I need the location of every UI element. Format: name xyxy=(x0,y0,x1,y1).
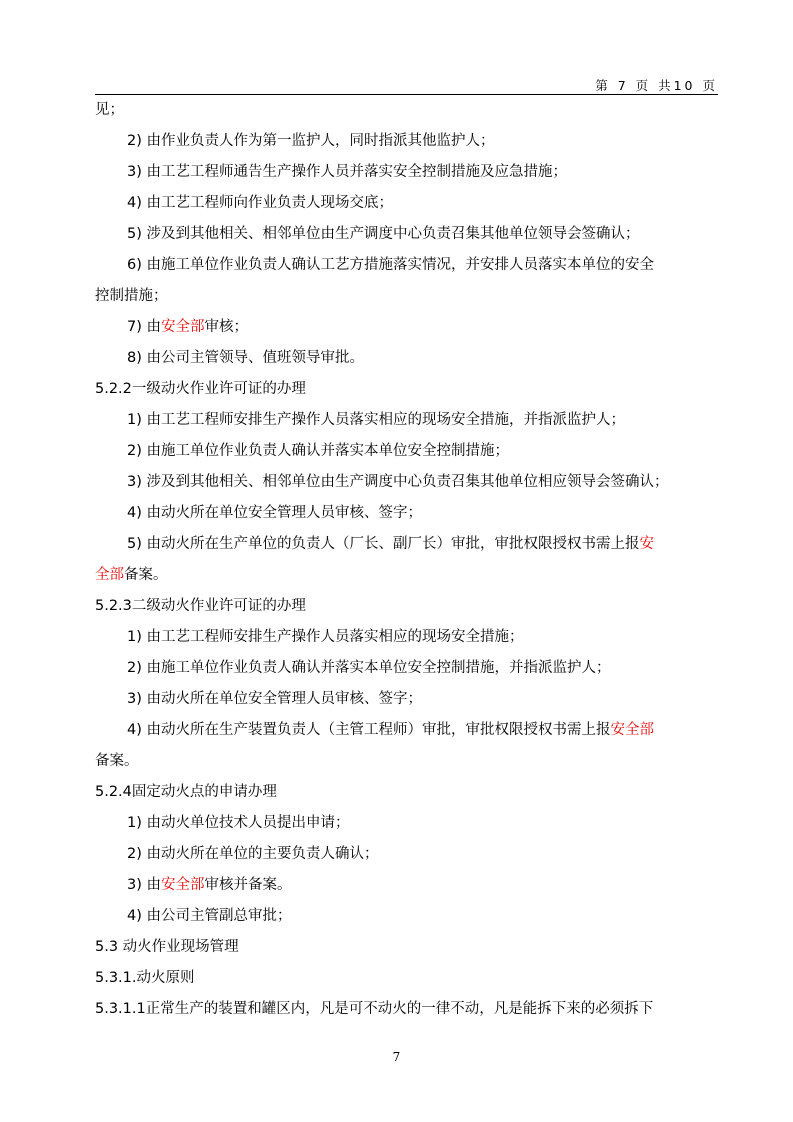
list-item: 4) 由工艺工程师向作业负责人现场交底； xyxy=(127,195,393,211)
list-item: 4) 由公司主管副总审批； xyxy=(127,908,292,924)
section-heading: 5.3.1.动火原则 xyxy=(95,970,195,986)
list-item: 4) 由动火所在生产装置负责人（主管工程师）审批，审批权限授权书需上报安全部 xyxy=(127,722,654,738)
list-item: 3) 涉及到其他相关、相邻单位由生产调度中心负责召集其他单位相应领导会签确认； xyxy=(127,474,669,490)
list-item: 5) 由动火所在生产单位的负责人（厂长、副厂长）审批，审批权限授权书需上报安 xyxy=(127,536,654,552)
list-item: 2) 由作业负责人作为第一监护人，同时指派其他监护人； xyxy=(127,133,495,149)
highlight-safety-dept: 安 xyxy=(639,536,654,552)
highlight-safety-dept: 安全部 xyxy=(161,877,205,893)
list-item: 2) 由施工单位作业负责人确认并落实本单位安全控制措施； xyxy=(127,443,509,459)
highlight-safety-dept: 安全部 xyxy=(610,722,654,738)
list-item-continuation: 全部备案。 xyxy=(95,567,168,583)
list-item: 2) 由动火所在单位的主要负责人确认； xyxy=(127,846,379,862)
list-item: 1) 由工艺工程师安排生产操作人员落实相应的现场安全措施，并指派监护人； xyxy=(127,412,625,428)
list-item: 8) 由公司主管领导、值班领导审批。 xyxy=(127,350,364,366)
section-heading: 5.2.3二级动火作业许可证的办理 xyxy=(95,598,306,614)
paragraph-line: 5.3.1.1正常生产的装置和罐区内，凡是可不动火的一律不动，凡是能拆下来的必须拆下 xyxy=(95,1001,654,1017)
list-item: 5) 涉及到其他相关、相邻单位由生产调度中心负责召集其他单位领导会签确认； xyxy=(127,226,640,242)
list-item: 2) 由施工单位作业负责人确认并落实本单位安全控制措施，并指派监护人； xyxy=(127,660,611,676)
list-item: 7) 由安全部审核； xyxy=(127,319,248,335)
section-heading: 5.3 动火作业现场管理 xyxy=(95,939,239,955)
list-item: 4) 由动火所在单位安全管理人员审核、签字； xyxy=(127,505,422,521)
highlight-safety-dept: 安全部 xyxy=(161,319,205,335)
list-item-continuation: 备案。 xyxy=(95,753,139,769)
list-item: 3) 由工艺工程师通告生产操作人员并落实安全控制措施及应急措施； xyxy=(127,164,567,180)
list-item-continuation: 控制措施； xyxy=(95,288,168,304)
text-line: 见； xyxy=(95,102,124,118)
section-heading: 5.2.2一级动火作业许可证的办理 xyxy=(95,381,306,397)
list-item: 1) 由动火单位技术人员提出申请； xyxy=(127,815,350,831)
list-item: 6) 由施工单位作业负责人确认工艺方措施落实情况，并安排人员落实本单位的安全 xyxy=(127,257,654,273)
section-heading: 5.2.4固定动火点的申请办理 xyxy=(95,784,277,800)
header-page-info: 第 7 页 共10 页 xyxy=(595,78,718,93)
page-number: 7 xyxy=(392,1050,401,1064)
highlight-safety-dept: 全部 xyxy=(95,567,124,583)
list-item: 1) 由工艺工程师安排生产操作人员落实相应的现场安全措施； xyxy=(127,629,524,645)
document-body xyxy=(95,95,718,1025)
page-header xyxy=(95,76,718,95)
list-item: 3) 由动火所在单位安全管理人员审核、签字； xyxy=(127,691,422,707)
list-item: 3) 由安全部审核并备案。 xyxy=(127,877,292,893)
